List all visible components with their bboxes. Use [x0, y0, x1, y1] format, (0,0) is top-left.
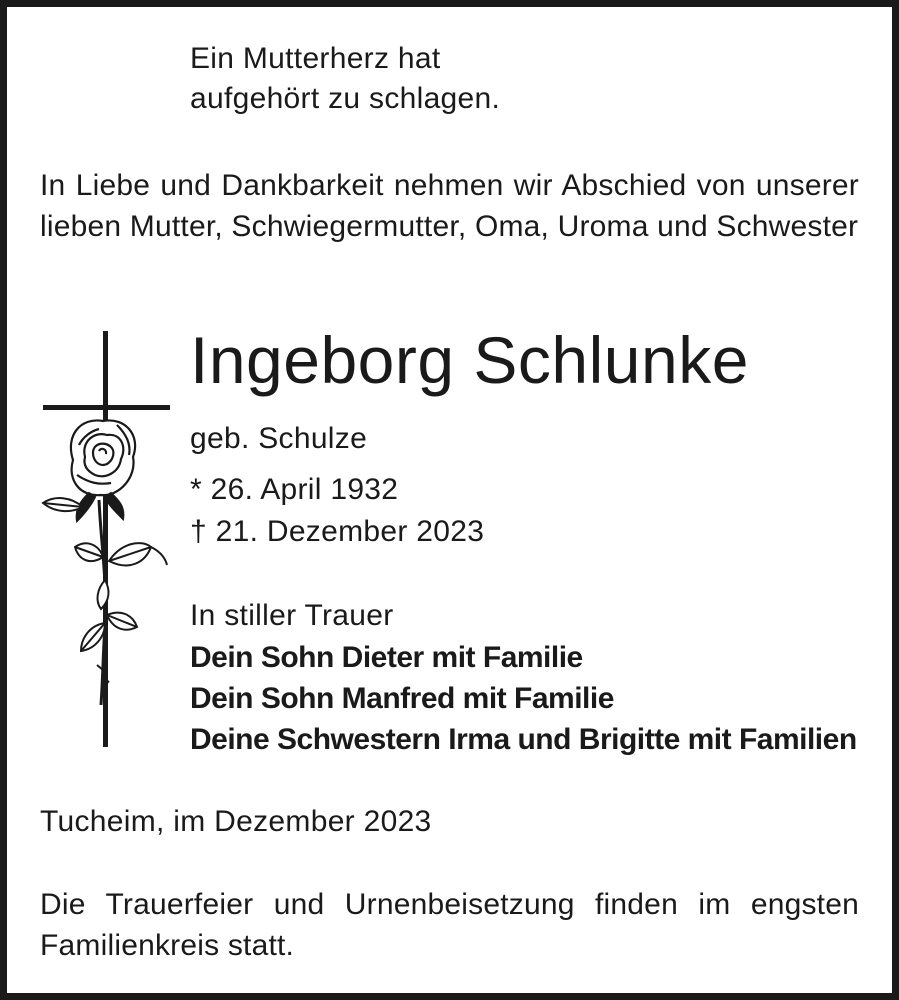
birth-name: geb. Schulze: [190, 422, 368, 455]
mourner-entry: Dein Sohn Dieter mit Familie: [190, 641, 583, 674]
motto-line-2: aufgehört zu schlagen.: [190, 82, 501, 115]
cross-horizontal-beam: [43, 405, 170, 410]
death-date: † 21. Dezember 2023: [190, 515, 485, 548]
motto-line-1: Ein Mutterherz hat: [190, 42, 441, 75]
cross-and-rose-icon: [33, 325, 173, 755]
birth-date: * 26. April 1932: [190, 473, 399, 506]
intro-text: In Liebe und Dankbarkeit nehmen wir Abschied von unserer lieben Mutter, Schwiegermutter, Oma, Uroma und Schwester: [40, 169, 859, 243]
motto-block: [190, 39, 500, 119]
place-and-date: Tucheim, im Dezember 2023: [40, 805, 432, 838]
closing-text: Die Trauerfeier und Urnenbeisetzung finden im engsten Familienkreis statt.: [40, 888, 859, 962]
mourning-intro: In stiller Trauer: [190, 599, 394, 632]
mourner-entry: Dein Sohn Manfred mit Familie: [190, 682, 614, 715]
deceased-name: Ingeborg Schlunke: [190, 323, 749, 397]
mourner-entry: Deine Schwestern Irma und Brigitte mit Familien: [190, 723, 857, 756]
rose-bloom-icon: [71, 420, 135, 495]
mourners-list: [190, 637, 857, 760]
